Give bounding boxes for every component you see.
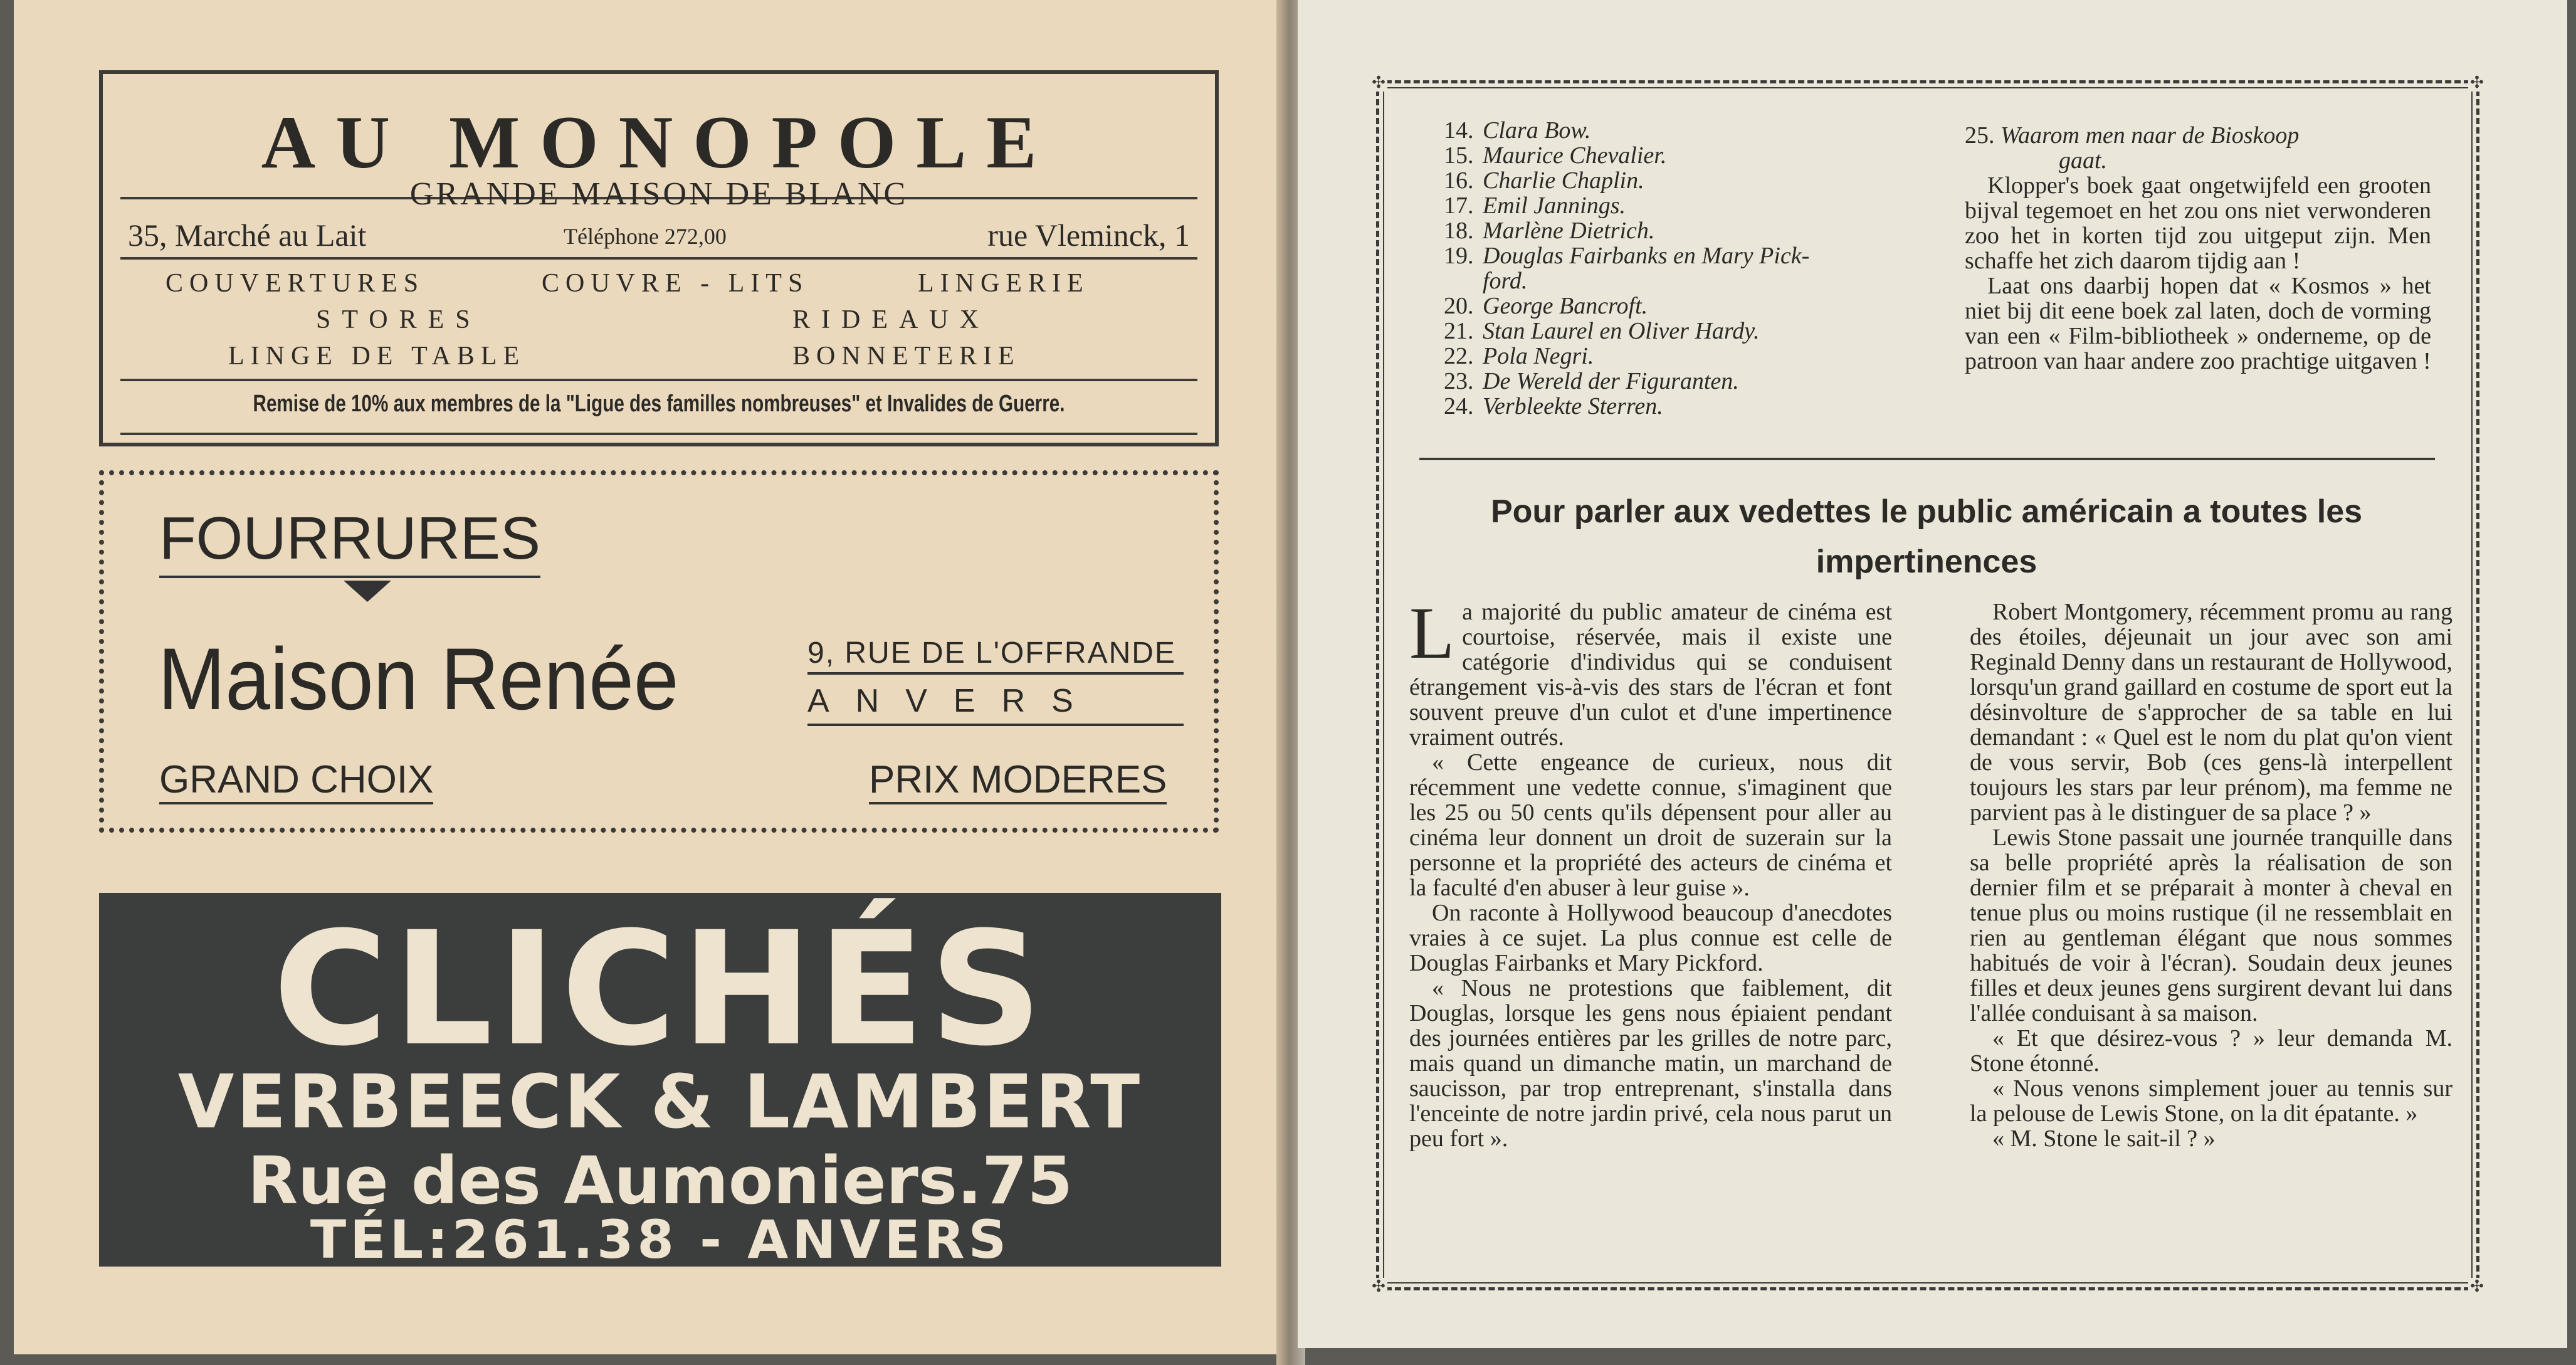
prix-moderes-label: PRIX MODERES [869,757,1167,804]
review-paragraph: Klopper's boek gaat ongetwijfeld een grooten bijval tegemoet en het zou ons niet verwonderen zoo het in korten tijd zou uitgeput zijn. Men schaffe het zich daarom tijdig aan ! [1965,172,2431,274]
list-title: Pola Negri. [1483,343,1594,369]
list-title: George Bancroft. [1483,293,1648,319]
cliches-title: CLICHÉS [273,898,1048,1080]
article-column-right [1970,599,2452,1151]
cliches-advert [99,893,1221,1270]
maison-renee-advert [99,470,1219,833]
article-paragraph [1409,592,1892,751]
divider [807,724,1184,726]
article-paragraph: On raconte à Hollywood beaucoup d'anecdotes vraies à ce sujet. La plus connue est celle de Douglas Fairbanks et Mary Pickford. [1409,900,1892,976]
article-paragraph: « Cette engeance de curieux, nous dit récemment une vedette connue, s'imaginent que les 25 ou 50 cents qu'ils dépensent pour aller au cinéma leur donnent un droit de suzerain sur la personne et la propriété des acteurs de cinéma et la faculté d'en abuser à leur guise ». [1409,749,1892,901]
grand-choix-label: GRAND CHOIX [159,757,433,804]
divider [120,379,1197,381]
section-divider [1419,458,2435,460]
left-page [14,0,1290,1354]
drop-cap: L [1409,592,1455,674]
product-label: BONNETERIE [792,342,1021,371]
list-item [1444,319,1809,344]
list-title: Emil Jannings. [1483,192,1626,219]
monopole-telephone: Téléphone 272,00 [564,224,727,249]
article-paragraph: « M. Stone le sait-il ? » [1992,1125,2216,1152]
list-title: De Wereld der Figuranten. [1483,368,1739,394]
paragraph-text: a majorité du public amateur de cinéma est courtoise, réservée, mais il existe une catégorie d'individus qui se conduisent étrangement vis-à-vis des stars de l'écran et font souvent preuve d'un culot et d'une impertinence vraiment outrés. [1409,599,1892,751]
list-title: Waarom men naar de Bioskoop [2000,122,2300,149]
cliches-street: Rue des Aumoniers.75 [248,1142,1073,1219]
list-title: Marlène Dietrich. [1483,218,1655,244]
renee-city: ANVERS [807,683,1100,719]
list-title: Stan Laurel en Oliver Hardy. [1483,318,1760,344]
cliches-phone: TÉL:261.38 - ANVERS [310,1209,1011,1270]
monopole-address-right: rue Vleminck, 1 [987,218,1190,253]
list-number: 16. [1444,167,1474,194]
product-label: STORES [316,305,481,334]
list-item [1444,143,1809,168]
article-paragraph: Lewis Stone passait une journée tranquille dans sa belle propriété après la réalisation de son dernier film et se préparait à monter à cheval en tenue plus ou moins rustique (il ne ressemblait en rien au gentleman élégant que nous sommes habitués de voir à l'écran). Soudain deux jeunes filles et deux jeunes gens surgirent devant lui dans l'allée conduisant à sa maison. [1970,825,2452,1026]
list-item [1444,168,1809,193]
corner-ornament: ✣ [2468,74,2486,92]
list-item [1444,344,1809,369]
list-number: 23. [1444,368,1474,394]
divider [807,672,1184,675]
list-number: 17. [1444,192,1474,219]
film-book-list [1444,118,1809,419]
list-item [1444,193,1809,218]
renee-street: 9, RUE DE L'OFFRANDE [807,636,1176,670]
product-label: LINGERIE [918,269,1090,298]
list-title: Charlie Chaplin. [1483,167,1644,194]
monopole-title: AU MONOPOLE [261,100,1057,184]
product-label: COUVRE - LITS [542,269,809,298]
fourrures-heading: FOURRURES [159,504,540,578]
corner-ornament: ✣ [1370,1278,1387,1295]
au-monopole-advert [99,70,1219,446]
list-number: 20. [1444,293,1474,319]
review-paragraph: Laat ons daarbij hopen dat « Kosmos » het niet bij dit eene boek zal laten, doch de vorming van een « Film-bibliotheek » onderneme, op de patroon van haar andere zoo prachtige uitgaven ! [1965,273,2431,374]
monopole-discount-note: Remise de 10% aux membres de la "Ligue des familles nombreuses" et Invalides de Guerre. [253,391,1065,417]
divider [120,433,1197,435]
list-title: Douglas Fairbanks en Mary Pick- [1483,243,1810,269]
article-paragraph: « Nous ne protestions que faiblement, dit Douglas, lorsque les gens nous épiaient pendant des journées entières par les grilles de notre parc, mais quand un dimanche matin, un marchand de saucisson, par trop entreprenant, s'installa dans l'enceinte de notre jardin privé, cela nous parut un peu fort ». [1409,975,1892,1152]
cliches-company: VERBEECK & LAMBERT [177,1058,1143,1145]
list-number: 22. [1444,343,1474,369]
list-number: 15. [1444,142,1474,169]
article-column-left [1409,592,1892,1152]
list-number: 18. [1444,218,1474,244]
article-headline: Pour parler aux vedettes le public américain a toutes les impertinences [1490,493,2363,580]
article-paragraph: Robert Montgomery, récemment promu au rang des étoiles, déjeunait un jour avec son ami Reginald Denny dans un restaurant de Hollywood, lorsqu'un grand gaillard en costume de sport eut la désinvolture de s'approcher de sa table en lui demandant : « Quel est le nom du plat qu'on vient de vous servir, Bob (ces gens-là interpellent toujours les stars par leur prénom), ma femme ne parvient pas à le distinguer de sa place ? » [1970,599,2452,826]
list-title: Maurice Chevalier. [1483,142,1667,169]
list-item [1444,293,1809,319]
triangle-ornament [344,581,391,602]
list-item [1965,123,2431,148]
corner-ornament: ✣ [2468,1278,2486,1295]
list-item [1444,394,1809,419]
book-review-column [1965,123,2431,374]
monopole-address-left: 35, Marché au Lait [128,218,367,253]
product-label: LINGE DE TABLE [228,342,526,371]
list-item [1444,218,1809,243]
list-number: 19. [1444,243,1474,269]
article-paragraph: « Et que désirez-vous ? » leur demanda M. Stone étonné. [1970,1025,2452,1077]
divider [120,257,1197,260]
list-title: Verbleekte Sterren. [1483,393,1663,419]
maison-renee-name: Maison Renée [158,630,679,728]
list-number: 21. [1444,318,1474,344]
list-number: 25. [1965,122,1995,149]
list-number: 14. [1444,117,1474,144]
list-item [1444,118,1809,143]
corner-ornament: ✣ [1370,74,1387,92]
article-paragraph: « Nous venons simplement jouer au tennis sur la pelouse de Lewis Stone, on la dit épatante. » [1970,1075,2452,1127]
list-title: Clara Bow. [1483,117,1591,144]
product-label: RIDEAUX [792,305,990,334]
monopole-subtitle: GRANDE MAISON DE BLANC [409,176,908,212]
list-number: 24. [1444,393,1474,419]
list-item [1444,369,1809,394]
product-label: COUVERTURES [166,269,425,298]
list-item-continued: gaat. [2059,147,2108,174]
list-item [1444,243,1809,268]
list-item-continued: ford. [1483,268,1528,294]
